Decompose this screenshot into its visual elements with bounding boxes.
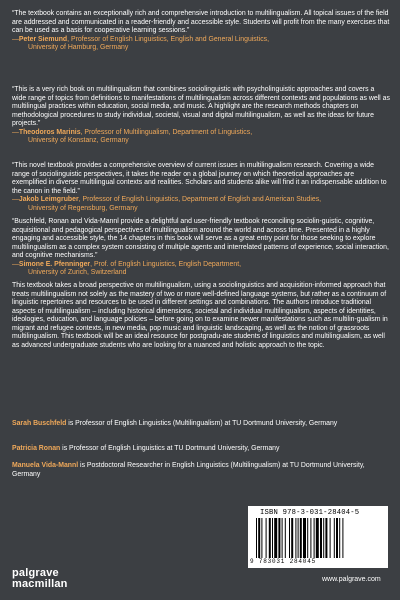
barcode-bars — [256, 518, 380, 558]
author-name: Patricia Ronan — [12, 445, 61, 452]
reviewer-name: Theodoros Marinis — [18, 128, 81, 136]
author-bio-text: is Professor of English Linguistics at TU Dortmund University, Germany — [60, 445, 280, 452]
reviewer-affiliation: Professor of English Linguistics, English and General Linguistics, — [70, 35, 270, 43]
review-quote: “This is a very rich book on multilingualism that combines sociolinguistic with psycholinguistic approaches and covers a wide range of topics from definitions to manifestations of multilingualism across different contexts and populations as well as multilingual practices within education, social media, and music. A highlight are the research methods chapters on methodological procedures to study individual, societal, visual and digital multilingualism, as well as the ideas for future projects.” — [12, 86, 390, 128]
reviewer-name: Jakob Leimgruber — [18, 196, 79, 204]
author-name: Sarah Buschfeld — [12, 420, 67, 427]
author-bio — [12, 445, 382, 454]
reviewer-affiliation-2: University of Zurich, Switzerland — [28, 269, 127, 277]
review-3 — [12, 162, 390, 213]
review-attribution: —Jakob Leimgruber, Professor of English Linguistics, Department of English and American Studies, University of Regensburg, Germany — [12, 196, 390, 213]
author-bio — [12, 420, 382, 429]
reviewer-affiliation: Professor of English Linguistics, Department of English and American Studies, — [82, 196, 322, 204]
reviewer-affiliation-2: University of Regensburg, Germany — [28, 204, 138, 212]
author-bio — [12, 462, 382, 479]
review-quote: “Buschfeld, Ronan and Vida-Mannl provide a delightful and user-friendly textbook reconciling sociolin-guistic, cognitive, acquisitional and pedagogical perspectives of multilingualism around the world and across time. Presented in a highly engaging and accessible style, the 14 chapters in this book will serve as a great entry point for those seeking to explore multilingualism as a complex system consisting of multiple agents and interrelated patterns of experience, social interaction, and cognitive mechanisms.” — [12, 218, 389, 260]
reviewer-name: Simone E. Pfenninger — [18, 260, 91, 268]
review-1 — [12, 10, 390, 53]
barcode-number: 9 783031 284045 — [250, 558, 317, 565]
publisher-logo-line-2: macmillan — [12, 578, 68, 590]
publisher-logo-line-1: palgrave — [12, 567, 59, 579]
review-quote: “This novel textbook provides a comprehensive overview of current issues in multilingualism research. Covering a wide range of sociolinguistic perspectives, it takes the reader on a global journey on which theoretical approaches are exemplified in diverse multilingual contexts and realities. Scholars and students alike will find it an indispensable addition to the canon in the field.” — [12, 162, 387, 195]
review-attribution: —Theodoros Marinis, Professor of Multilingualism, Department of Linguistics, University of Konstanz, Germany — [12, 129, 390, 146]
reviewer-name: Peter Siemund — [18, 35, 68, 43]
book-description: This textbook takes a broad perspective on multilingualism, using a sociolinguistics and acquisition-informed approach that treats multilingualism not solely as the mastery of two or more well-defined language systems, but rather as a continuum of linguistic repertoires and resources to be used in different settings and combinations. The authors introduce traditional aspects of multilingualism – including historical dimensions, societal and individual multilingualism, aspects of identities, ideologies, education, and language policies – before going on to examine newer manifestations such as multilin-gualism in migrant and refugee contexts, in new media, pop music and linguistic landscaping, as well as the notion of grassroots multilingualism. This textbook will be an ideal resource for postgradu-ate students of linguistics and multilingualism, as well as advanced undergraduate students who are looking for a nuanced and holistic approach to the topic. — [12, 282, 388, 349]
publisher-logo — [12, 568, 68, 590]
reviewer-affiliation: Professor of Multilingualism, Department of Linguistics, — [84, 128, 253, 136]
author-bio-text: is Professor of English Linguistics (Multilingualism) at TU Dortmund University, Germany — [66, 420, 338, 427]
review-quote: “The textbook contains an exceptionally rich and comprehensive introduction to multilingualism. All topical issues of the field are addressed and communicated in a reader-friendly and accessible style. Students will profit from the many exercises that can be used as a basis for cooperative learning sessions.” — [12, 10, 390, 35]
review-attribution: —Simone E. Pfenninger, Prof. of English Linguistics, English Department, University of Zurich, Switzerland — [12, 261, 390, 278]
barcode — [248, 506, 388, 568]
reviewer-affiliation-2: University of Hamburg, Germany — [28, 44, 129, 52]
isbn-label: ISBN 978-3-031-28404-5 — [260, 509, 360, 517]
reviewer-affiliation-2: University of Konstanz, Germany — [28, 137, 129, 145]
author-name: Manuela Vida-Mannl — [12, 462, 79, 469]
author-bio-text: is Postdoctoral Researcher in English Linguistics (Multilingualism) at TU Dortmund University, Germany — [12, 462, 365, 478]
review-4 — [12, 218, 390, 278]
review-attribution: —Peter Siemund, Professor of English Linguistics, English and General Linguistics, University of Hamburg, Germany — [12, 36, 390, 53]
reviewer-affiliation: Prof. of English Linguistics, English Department, — [93, 260, 242, 268]
publisher-url[interactable]: www.palgrave.com — [322, 576, 381, 583]
review-2 — [12, 86, 390, 146]
